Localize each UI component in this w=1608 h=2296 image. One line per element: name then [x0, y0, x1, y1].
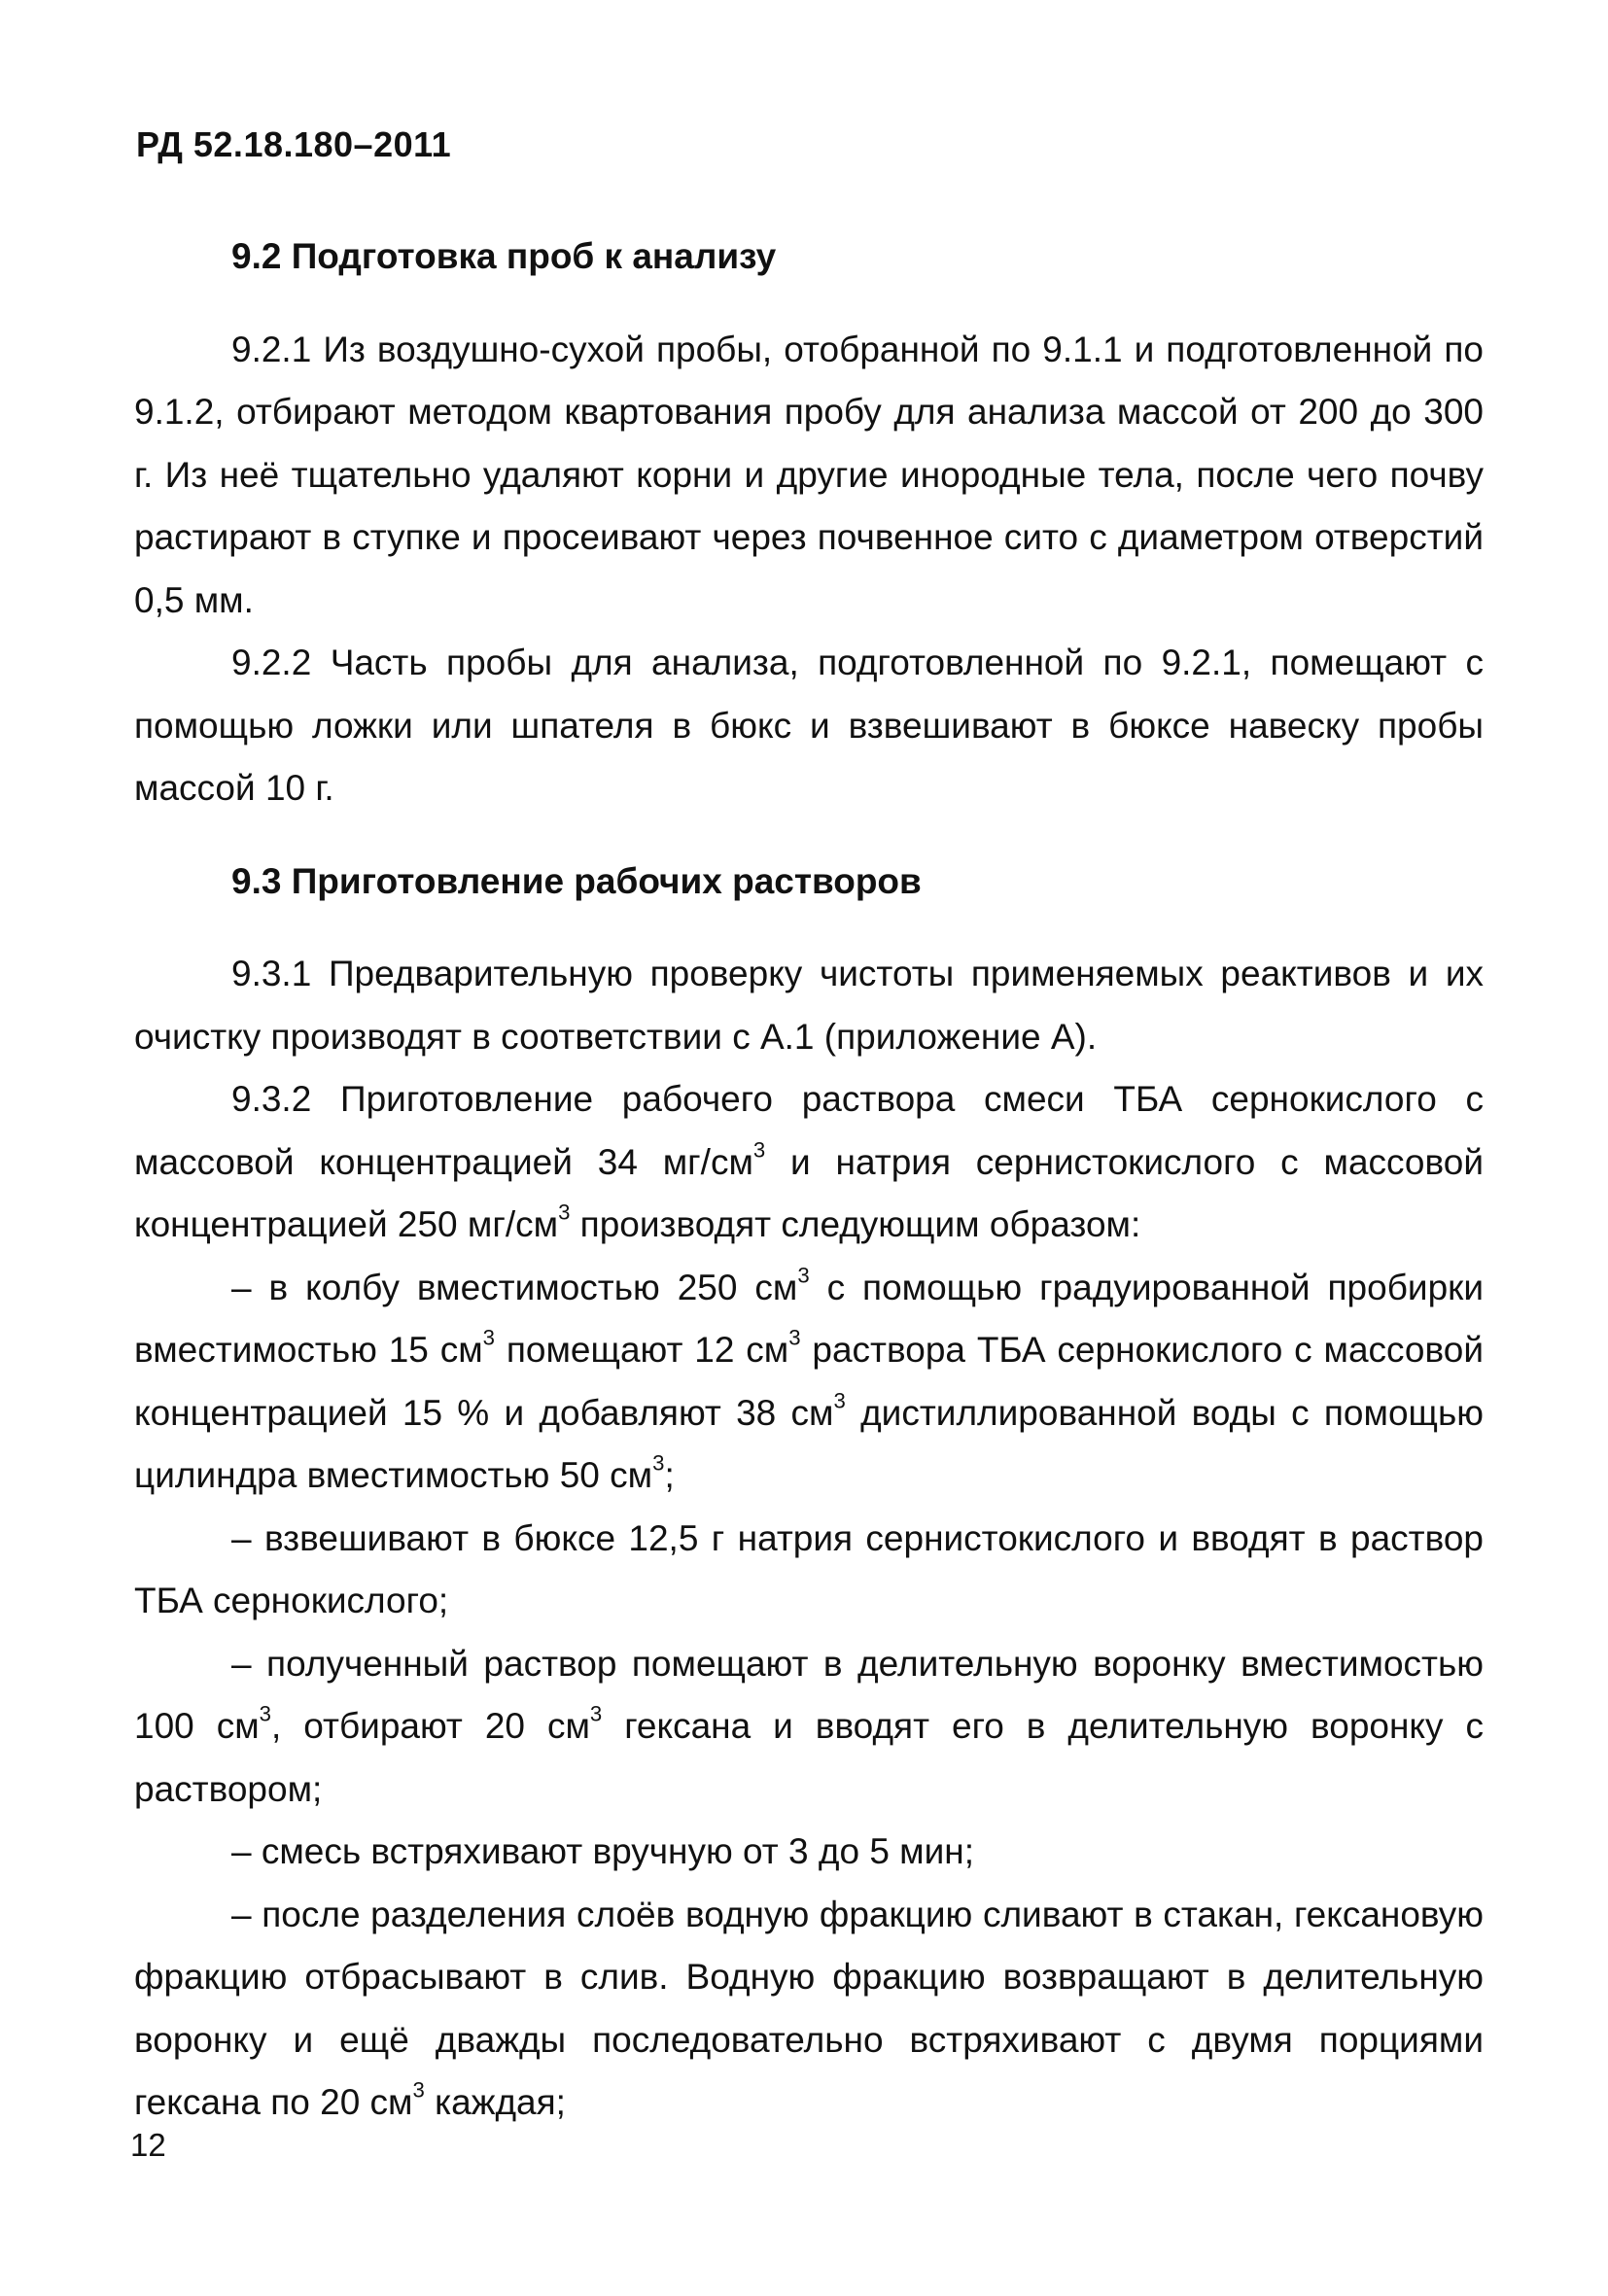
- text-run: и натрия сернистокислого с массовой концентрацией 250 мг/см: [134, 1141, 1484, 1244]
- text-run: , отбирают 20 см: [271, 1706, 590, 1746]
- text-run: дистиллированной воды с помощью цилиндра вместимостью 50 см: [134, 1392, 1484, 1495]
- text-run: каждая;: [424, 2082, 566, 2122]
- superscript: 3: [259, 1701, 271, 1726]
- paragraph-9-3-1: 9.3.1 Предварительную проверку чистоты применяемых реактивов и их очистку производят в соответствии с А.1 (приложение А).: [134, 954, 1484, 1057]
- list-item-step-1: [134, 1257, 1484, 1508]
- superscript: 3: [833, 1387, 846, 1412]
- text-run: – полученный раствор помещают в делительную воронку вместимостью 100 см: [134, 1643, 1484, 1746]
- superscript: 3: [589, 1701, 603, 1726]
- paragraph-9-2-2: 9.2.2 Часть пробы для анализа, подготовленной по 9.2.1, помещают с помощью ложки или шпателя в бюкс и взвешивают в бюксе навеску пробы массой 10 г.: [134, 643, 1484, 808]
- page-number: 12: [130, 2127, 166, 2163]
- text-run: помещают 12 см: [495, 1330, 789, 1370]
- paragraph-9-2-1: 9.2.1 Из воздушно-сухой пробы, отобранной по 9.1.1 и подготовленной по 9.1.2, отбирают методом квартования пробу для анализа массой от 200 до 300 г. Из неё тщательно удаляют корни и другие инородные тела, после чего почву растирают в ступке и просеивают через почвенное сито с диаметром отверстий 0,5 мм.: [134, 329, 1484, 620]
- superscript: 3: [788, 1325, 801, 1350]
- superscript: 3: [412, 2077, 425, 2103]
- text-run: производят следующим образом:: [570, 1204, 1141, 1244]
- list-item-step-3: [134, 1633, 1484, 1822]
- text-run: с помощью градуированной пробирки вместимостью 15 см: [134, 1267, 1484, 1370]
- list-item-step-4: – смесь встряхивают вручную от 3 до 5 мин;: [231, 1831, 974, 1871]
- superscript: 3: [797, 1262, 810, 1287]
- superscript: 3: [482, 1325, 496, 1350]
- superscript: 3: [752, 1136, 766, 1162]
- text-run: – в колбу вместимостью 250 см: [231, 1267, 798, 1307]
- section-heading-9-3: 9.3 Приготовление рабочих растворов: [231, 860, 922, 901]
- list-item-step-2: – взвешивают в бюксе 12,5 г натрия сернистокислого и вводят в раствор ТБА сернокислого;: [134, 1517, 1484, 1620]
- paragraph-9-3-2: [134, 1068, 1484, 1257]
- text-run: ;: [664, 1455, 675, 1495]
- text-run: гексана и вводят его в делительную воронку с раствором;: [134, 1706, 1485, 1809]
- section-heading-9-2: 9.2 Подготовка проб к анализу: [231, 236, 777, 276]
- superscript: 3: [558, 1200, 571, 1225]
- text-run: раствора ТБА сернокислого с массовой концентрацией 15 % и добавляют 38 см: [134, 1330, 1484, 1433]
- document-code: РД 52.18.180–2011: [136, 124, 452, 164]
- document-body: [134, 226, 1484, 2135]
- text-run: – после разделения слоёв водную фракцию сливают в стакан, гексановую фракцию отбрасывают в слив. Водную фракцию возвращают в делительную воронку и ещё дважды последовательно встряхивают с двумя порциями гексана по 20 см: [134, 1894, 1484, 2122]
- text-run: 9.3.2 Приготовление рабочего раствора смеси ТБА сернокислого с массовой концентрацией 34 мг/см: [134, 1079, 1484, 1182]
- superscript: 3: [652, 1450, 665, 1476]
- list-item-step-5: [134, 1884, 1484, 2135]
